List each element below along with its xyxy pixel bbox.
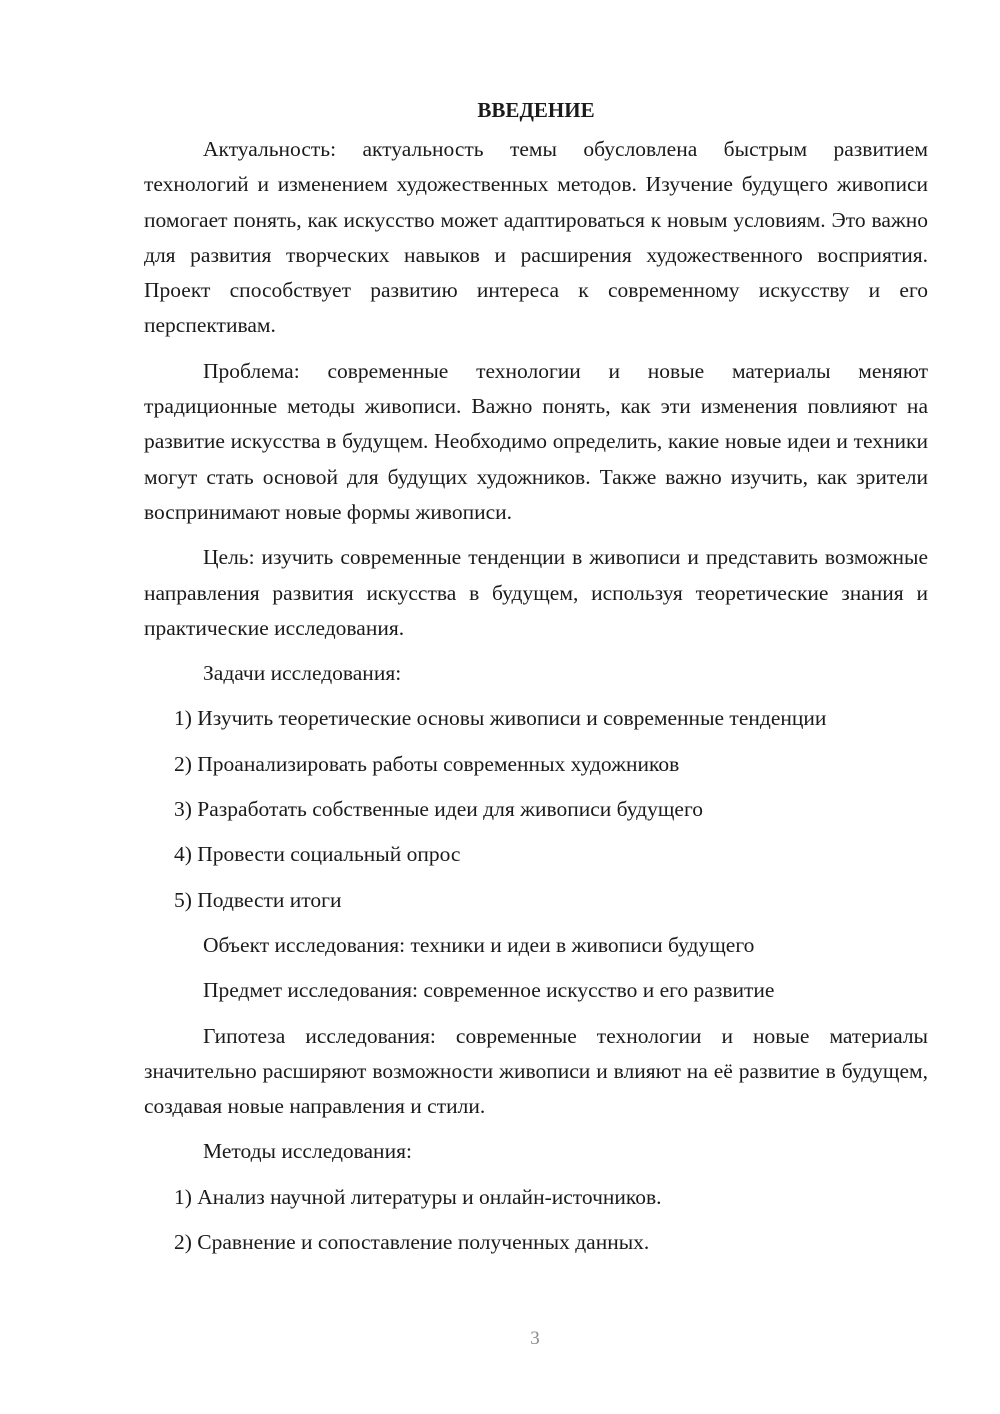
relevance-paragraph: Актуальность: актуальность темы обусловлена быстрым развитием технологий и изменением художественных методов. Изучение будущего живописи помогает понять, как искусство может адаптироваться к новым условиям. Это важно для развития творческих навыков и расширения художественного восприятия. Проект способствует развитию интереса к современному искусству и его перспективам. [144,137,928,338]
hypothesis-paragraph: Гипотеза исследования: современные технологии и новые материалы значительно расширяют возможности живописи и влияют на её развитие в будущем, создавая новые направления и стили. [144,1023,928,1119]
document-page [144,96,928,1270]
task-item: 3) Разработать собственные идеи для живописи будущего [174,797,703,822]
task-item: 1) Изучить теоретические основы живописи и современные тенденции [174,706,827,731]
problem-paragraph: Проблема: современные технологии и новые материалы меняют традиционные методы живописи. Важно понять, как эти изменения повлияют на развитие искусства в будущем. Необходимо определить, какие новые идеи и техники могут стать основой для будущих художников. Также важно изучить, как зрители воспринимают новые формы живописи. [144,358,928,524]
page-number: 3 [530,1328,540,1349]
task-item: 5) Подвести итоги [174,887,342,912]
subject-line: Предмет исследования: современное искусство и его развитие [203,978,775,1003]
tasks-heading: Задачи исследования: [203,661,402,686]
methods-heading: Методы исследования: [203,1139,412,1164]
method-item: 2) Сравнение и сопоставление полученных данных. [174,1230,650,1255]
object-line: Объект исследования: техники и идеи в живописи будущего [203,932,755,957]
task-item: 4) Провести социальный опрос [174,842,461,867]
method-item: 1) Анализ научной литературы и онлайн-источников. [174,1184,662,1209]
goal-paragraph: Цель: изучить современные тенденции в живописи и представить возможные направления развития искусства в будущем, используя теоретические знания и практические исследования. [144,545,928,640]
page-title: ВВЕДЕНИЕ [477,98,595,122]
task-item: 2) Проанализировать работы современных художников [174,751,680,776]
